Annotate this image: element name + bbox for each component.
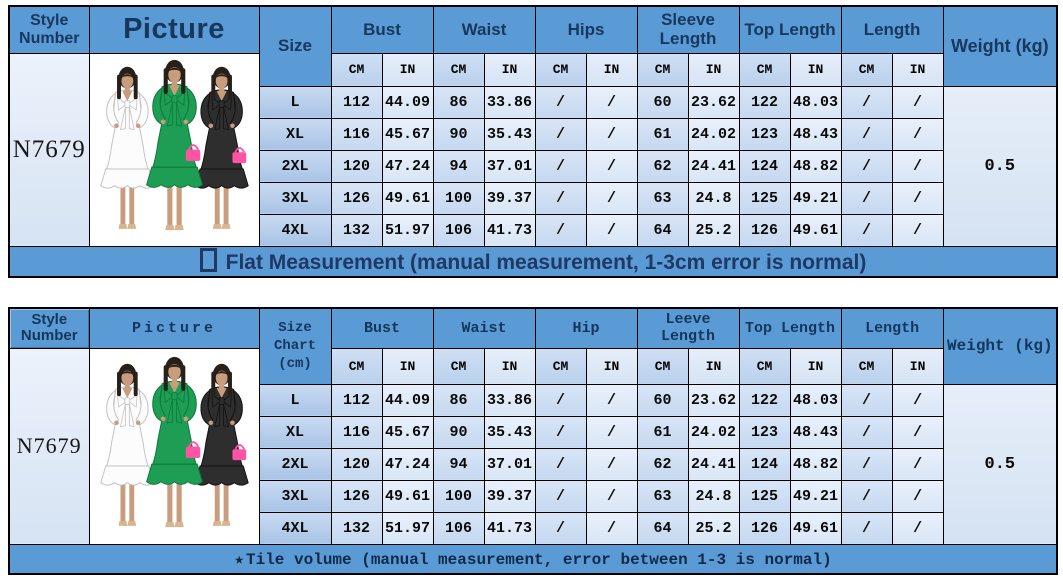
value-cell: / — [586, 150, 637, 182]
size-chart-line: Chart — [273, 338, 316, 355]
unit-in: IN — [484, 53, 535, 86]
value-cell: 37.01 — [484, 150, 535, 182]
value-cell: 49.61 — [790, 512, 841, 544]
unit-cm: CM — [433, 348, 484, 384]
value-cell: / — [586, 118, 637, 150]
picture-header: Picture — [89, 6, 259, 53]
value-cell: / — [586, 182, 637, 214]
sleeve-length-header: Leeve Length — [637, 308, 739, 348]
value-cell: / — [892, 214, 943, 246]
value-cell: 39.37 — [484, 182, 535, 214]
value-cell: 123 — [739, 416, 790, 448]
value-cell: 112 — [331, 384, 382, 416]
unit-in: IN — [586, 53, 637, 86]
value-cell: 126 — [739, 512, 790, 544]
waist-header: Waist — [433, 308, 535, 348]
size-table-bottom — [8, 307, 1058, 575]
value-cell: 51.97 — [382, 214, 433, 246]
size-label: 4XL — [259, 214, 331, 246]
table1-footer-row — [9, 246, 1057, 277]
size-label: XL — [259, 118, 331, 150]
value-cell: / — [841, 86, 892, 118]
value-cell: / — [841, 384, 892, 416]
value-cell: 60 — [637, 384, 688, 416]
value-cell: 33.86 — [484, 384, 535, 416]
bust-header: Bust — [331, 308, 433, 348]
style-number-header: Style Number — [9, 6, 89, 53]
value-cell: / — [892, 384, 943, 416]
value-cell: / — [841, 416, 892, 448]
value-cell: 45.67 — [382, 416, 433, 448]
value-cell: 48.82 — [790, 448, 841, 480]
value-cell: 35.43 — [484, 118, 535, 150]
value-cell: 126 — [331, 182, 382, 214]
value-cell: 44.09 — [382, 384, 433, 416]
footer-text: Flat Measurement (manual measurement, 1-3cm error is normal) — [225, 250, 867, 274]
size-chart-line: Size — [278, 319, 312, 336]
size-label: 3XL — [259, 480, 331, 512]
size-label: XL — [259, 416, 331, 448]
header-row — [9, 308, 1057, 348]
value-cell: 126 — [739, 214, 790, 246]
value-cell: 90 — [433, 118, 484, 150]
value-cell: 35.43 — [484, 416, 535, 448]
value-cell: / — [892, 416, 943, 448]
style-number-value: N7679 — [9, 53, 89, 246]
value-cell: / — [892, 448, 943, 480]
style-number-header: Style Number — [9, 308, 89, 348]
units-row — [9, 53, 1057, 86]
value-cell: / — [535, 214, 586, 246]
unit-in: IN — [688, 348, 739, 384]
value-cell: / — [892, 182, 943, 214]
value-cell: 106 — [433, 512, 484, 544]
unit-cm: CM — [535, 53, 586, 86]
value-cell: / — [535, 118, 586, 150]
value-cell: 116 — [331, 416, 382, 448]
weight-value: 0.5 — [943, 86, 1057, 246]
weight-header: Weight (kg) — [943, 6, 1057, 86]
value-cell: / — [892, 86, 943, 118]
weight-header: Weight (kg) — [943, 308, 1057, 384]
value-cell: 94 — [433, 150, 484, 182]
value-cell: / — [586, 416, 637, 448]
value-cell: 49.21 — [790, 480, 841, 512]
value-cell: 90 — [433, 416, 484, 448]
dresses-photo — [91, 56, 258, 243]
length-header: Length — [841, 308, 943, 348]
value-cell: 61 — [637, 118, 688, 150]
unit-in: IN — [892, 53, 943, 86]
top-length-header: Top Length — [739, 308, 841, 348]
units-row — [9, 348, 1057, 384]
value-cell: / — [535, 384, 586, 416]
size-label: L — [259, 384, 331, 416]
value-cell: 37.01 — [484, 448, 535, 480]
unit-in: IN — [790, 348, 841, 384]
value-cell: 41.73 — [484, 214, 535, 246]
value-cell: 33.86 — [484, 86, 535, 118]
hip-header: Hip — [535, 308, 637, 348]
value-cell: 48.82 — [790, 150, 841, 182]
value-cell: / — [841, 182, 892, 214]
value-cell: 132 — [331, 512, 382, 544]
waist-header: Waist — [433, 6, 535, 53]
value-cell: 23.62 — [688, 384, 739, 416]
value-cell: / — [535, 182, 586, 214]
header-row — [9, 6, 1057, 53]
hips-header: Hips — [535, 6, 637, 53]
weight-value: 0.5 — [943, 384, 1057, 544]
value-cell: / — [841, 448, 892, 480]
unit-cm: CM — [637, 348, 688, 384]
value-cell: / — [586, 86, 637, 118]
table2-footer-note — [9, 544, 1057, 574]
value-cell: / — [535, 480, 586, 512]
product-picture — [89, 53, 259, 246]
value-cell: / — [535, 416, 586, 448]
sleeve-length-header: Sleeve Length — [637, 6, 739, 53]
value-cell: / — [841, 480, 892, 512]
value-cell: 124 — [739, 448, 790, 480]
star-icon: ★ — [234, 550, 244, 569]
value-cell: 123 — [739, 118, 790, 150]
unit-in: IN — [382, 348, 433, 384]
value-cell: / — [586, 214, 637, 246]
dresses-photo — [91, 353, 258, 540]
value-cell: 48.03 — [790, 384, 841, 416]
style-number-value: N7679 — [9, 348, 89, 544]
value-cell: 39.37 — [484, 480, 535, 512]
unit-cm: CM — [433, 53, 484, 86]
value-cell: 64 — [637, 214, 688, 246]
value-cell: 49.61 — [790, 214, 841, 246]
value-cell: 61 — [637, 416, 688, 448]
size-table-top — [8, 5, 1058, 278]
unit-cm: CM — [535, 348, 586, 384]
value-cell: 94 — [433, 448, 484, 480]
value-cell: 116 — [331, 118, 382, 150]
unit-in: IN — [382, 53, 433, 86]
value-cell: / — [892, 512, 943, 544]
picture-header: Picture — [89, 308, 259, 348]
value-cell: / — [892, 480, 943, 512]
value-cell: / — [586, 512, 637, 544]
size-label: 4XL — [259, 512, 331, 544]
size-label: L — [259, 86, 331, 118]
value-cell: / — [535, 150, 586, 182]
size-label: 2XL — [259, 150, 331, 182]
value-cell: 45.67 — [382, 118, 433, 150]
value-cell: / — [841, 214, 892, 246]
value-cell: 106 — [433, 214, 484, 246]
value-cell: 44.09 — [382, 86, 433, 118]
value-cell: 25.2 — [688, 512, 739, 544]
size-label: 3XL — [259, 182, 331, 214]
value-cell: 60 — [637, 86, 688, 118]
value-cell: 86 — [433, 86, 484, 118]
value-cell: 126 — [331, 480, 382, 512]
unit-in: IN — [484, 348, 535, 384]
value-cell: / — [841, 512, 892, 544]
value-cell: 112 — [331, 86, 382, 118]
value-cell: / — [586, 384, 637, 416]
value-cell: 49.61 — [382, 480, 433, 512]
bust-header: Bust — [331, 6, 433, 53]
value-cell: 24.8 — [688, 182, 739, 214]
size-chart-header — [259, 308, 331, 384]
value-cell: 49.61 — [382, 182, 433, 214]
length-header: Length — [841, 6, 943, 53]
value-cell: / — [535, 448, 586, 480]
unit-cm: CM — [331, 348, 382, 384]
value-cell: / — [892, 150, 943, 182]
value-cell: 48.43 — [790, 416, 841, 448]
value-cell: / — [841, 150, 892, 182]
value-cell: 24.41 — [688, 150, 739, 182]
value-cell: 24.02 — [688, 118, 739, 150]
value-cell: 51.97 — [382, 512, 433, 544]
value-cell: 24.02 — [688, 416, 739, 448]
value-cell: 86 — [433, 384, 484, 416]
value-cell: 23.62 — [688, 86, 739, 118]
unit-in: IN — [892, 348, 943, 384]
value-cell: 125 — [739, 480, 790, 512]
value-cell: / — [586, 448, 637, 480]
unit-cm: CM — [841, 348, 892, 384]
missing-glyph-icon — [200, 248, 217, 272]
value-cell: 48.43 — [790, 118, 841, 150]
value-cell: 64 — [637, 512, 688, 544]
value-cell: / — [535, 512, 586, 544]
value-cell: / — [535, 86, 586, 118]
value-cell: 62 — [637, 150, 688, 182]
value-cell: 48.03 — [790, 86, 841, 118]
value-cell: 62 — [637, 448, 688, 480]
unit-in: IN — [586, 348, 637, 384]
unit-cm: CM — [841, 53, 892, 86]
value-cell: 120 — [331, 150, 382, 182]
value-cell: 47.24 — [382, 150, 433, 182]
product-picture — [89, 348, 259, 544]
value-cell: 24.41 — [688, 448, 739, 480]
unit-cm: CM — [637, 53, 688, 86]
value-cell: 132 — [331, 214, 382, 246]
unit-in: IN — [688, 53, 739, 86]
value-cell: 100 — [433, 182, 484, 214]
value-cell: 63 — [637, 182, 688, 214]
value-cell: 124 — [739, 150, 790, 182]
value-cell: 122 — [739, 384, 790, 416]
value-cell: 47.24 — [382, 448, 433, 480]
footer-text: Tile volume (manual measurement, error between 1-3 is normal) — [246, 550, 832, 569]
value-cell: 24.8 — [688, 480, 739, 512]
unit-cm: CM — [331, 53, 382, 86]
value-cell: / — [586, 480, 637, 512]
top-length-header: Top Length — [739, 6, 841, 53]
value-cell: 125 — [739, 182, 790, 214]
value-cell: 100 — [433, 480, 484, 512]
value-cell: 41.73 — [484, 512, 535, 544]
value-cell: / — [841, 118, 892, 150]
value-cell: 49.21 — [790, 182, 841, 214]
unit-cm: CM — [739, 53, 790, 86]
unit-cm: CM — [739, 348, 790, 384]
size-chart-line: (cm) — [278, 356, 312, 373]
value-cell: 120 — [331, 448, 382, 480]
value-cell: 63 — [637, 480, 688, 512]
value-cell: / — [892, 118, 943, 150]
value-cell: 122 — [739, 86, 790, 118]
table2-footer-row — [9, 544, 1057, 574]
size-label: 2XL — [259, 448, 331, 480]
table1-footer-note — [9, 246, 1057, 277]
value-cell: 25.2 — [688, 214, 739, 246]
unit-in: IN — [790, 53, 841, 86]
size-header: Size — [259, 6, 331, 86]
